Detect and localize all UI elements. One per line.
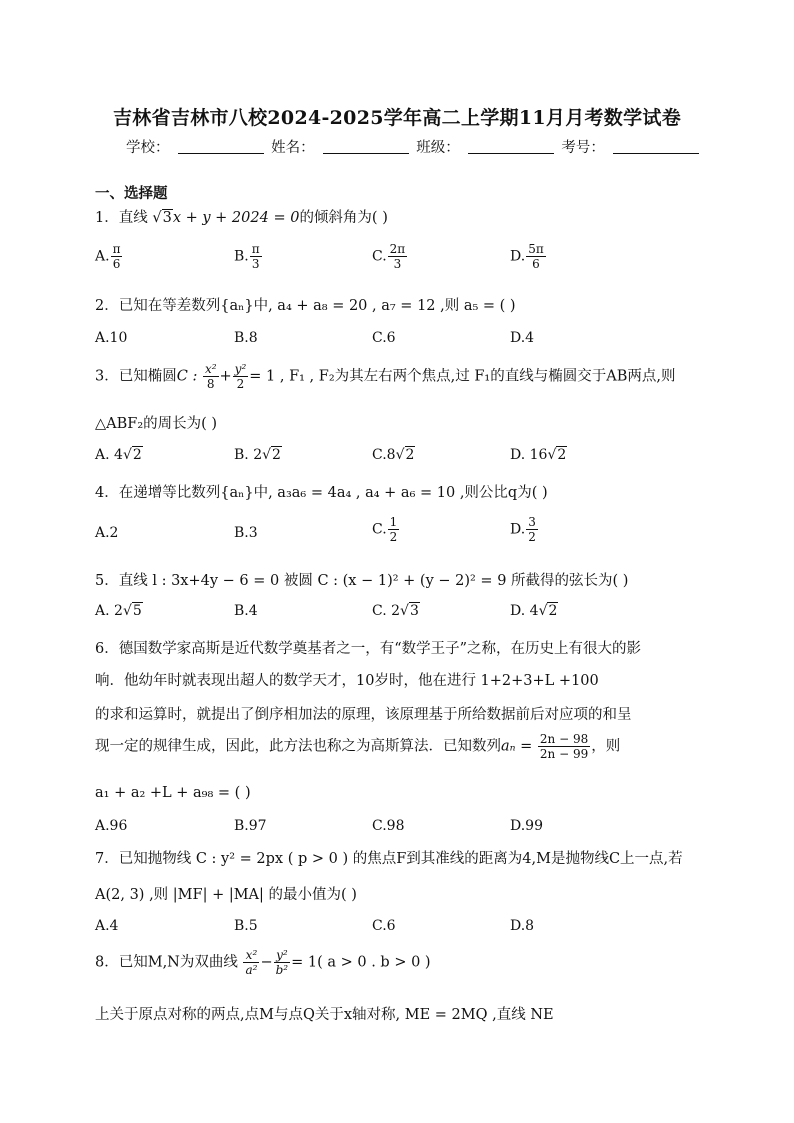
question-6-line-4 [95,732,620,761]
q3-option-d-coef: 16 [529,447,548,463]
school-label: 学校： [126,140,170,156]
q1-number: 1． [95,210,119,226]
q6-option-a[interactable]: A.96 [95,818,128,834]
q8-frac-2-num: y² [274,948,291,963]
q6-line-4-suffix: ，则 [591,738,621,755]
q1-option-d-frac [526,242,546,271]
q4-option-d[interactable] [510,515,539,544]
q1-option-c-label: C. [372,248,387,265]
q2-option-a[interactable]: A.10 [95,330,128,346]
q2-option-c[interactable]: C.6 [372,330,396,346]
q8-minus: − [260,954,273,971]
question-2: 2．已知在等差数列{aₙ}中, a₄ + a₈ = 20 , a₇ = 12 ,则 a₅ = ( ) [95,298,516,314]
q3-frac-2-num: y² [234,362,247,376]
q3-number: 3． [95,368,119,385]
question-3 [95,362,675,391]
q1-option-b-label: B. [234,248,249,265]
question-1 [95,206,388,227]
q5-option-d[interactable] [510,603,558,619]
question-4: 4．在递增等比数列{aₙ}中, a₃a₆ = 4a₄ , a₄ + a₆ = 10 ,则公比q为( ) [95,485,548,501]
q5-option-a-label: A. [95,603,110,619]
q3-option-d-sqrt: √2 [547,447,567,463]
q3-option-c-rad: 2 [405,447,415,463]
q1-option-d[interactable] [510,242,547,271]
q4-option-c-den: 2 [389,530,398,544]
q3-rest: = 1 , F₁ , F₂为其左右两个焦点,过 F₁的直线与椭圆交于AB两点,则 [249,368,676,385]
q3-curve: C : [176,368,198,385]
q4-option-c-label: C. [372,521,387,538]
q3-prefix: 已知椭圆 [118,368,177,385]
question-8 [95,948,431,977]
school-blank [178,139,264,154]
q5-option-d-rad: 2 [548,603,558,619]
class-label: 班级： [416,140,460,156]
name-label: 姓名： [271,140,315,156]
question-8-line-2: 上关于原点对称的两点,点M与点Q关于x轴对称, ME = 2MQ ,直线 NE [95,1007,554,1023]
q1-option-c-num: 2π [389,242,406,256]
q6-seq-num: 2n − 98 [539,732,589,746]
q6-seq-frac [538,732,590,761]
q3-option-a[interactable] [95,447,143,463]
q8-frac-1-num: x² [243,948,259,963]
q2-option-b[interactable]: B.8 [234,330,258,346]
q8-frac-2 [274,948,291,977]
q1-option-c-frac [388,242,408,271]
q5-option-c-rad: 3 [409,603,419,619]
q4-option-d-num: 3 [528,515,536,529]
q4-option-c[interactable] [372,515,400,544]
q8-frac-1 [243,948,259,977]
q3-option-d-label: D. [510,447,526,463]
q6-option-d[interactable]: D.99 [510,818,543,834]
q1-option-b[interactable] [234,242,263,271]
question-6-line-1: 6．德国数学家高斯是近代数学奠基者之一，有“数学王子”之称，在历史上有很大的影 [95,641,642,657]
q3-option-b[interactable] [234,447,282,463]
q3-option-a-coef: 4 [114,447,123,463]
q3-option-d[interactable] [510,447,567,463]
q6-seq: aₙ = [501,738,533,755]
q3-frac-2 [233,362,249,391]
q1-option-d-label: D. [510,248,526,265]
student-info-line [126,136,702,157]
q6-seq-den: 2n − 99 [539,747,589,761]
q4-option-c-frac [388,515,400,544]
q1-option-d-num: 5π [528,242,544,256]
q4-option-a[interactable]: A.2 [95,525,119,541]
q5-option-a-rad: 5 [132,603,142,619]
q4-option-d-frac [526,515,538,544]
q3-option-b-rad: 2 [272,447,281,463]
q1-option-b-den: 3 [251,257,260,271]
q4-option-d-den: 2 [528,530,536,544]
q1-option-a-frac [111,242,123,271]
q8-rest: = 1( a > 0 . b > 0 ) [291,954,431,971]
q3-option-c-coef: 8 [386,447,396,463]
q5-option-c-label: C. [372,603,387,619]
q2-option-d[interactable]: D.4 [510,330,535,346]
q5-option-a[interactable] [95,603,143,619]
q5-option-c-coef: 2 [391,603,401,619]
q4-option-c-num: 1 [389,515,398,529]
q7-option-d[interactable]: D.8 [510,918,535,934]
q5-option-c-sqrt: √3 [400,603,419,619]
q1-sqrt: √3 [152,210,172,226]
page-title: 吉林省吉林市八校2024-2025学年高二上学期11月月考数学试卷 [113,107,681,129]
q1-option-a-num: π [112,242,121,256]
q5-option-b[interactable]: B.4 [234,603,258,619]
q1-option-c[interactable] [372,242,408,271]
q5-option-d-coef: 4 [529,603,539,619]
q7-option-a[interactable]: A.4 [95,918,119,934]
question-5: 5．直线 l : 3x+4y − 6 = 0 被圆 C : (x − 1)² + (y − 2)² = 9 所截得的弦长为( ) [95,573,629,589]
q3-frac-1-den: 8 [206,377,215,391]
q6-line-4-prefix: 现一定的规律生成，因此，此方法也称之为高斯算法．已知数列 [95,738,501,755]
q6-option-c[interactable]: C.98 [372,818,405,834]
q8-frac-2-den: b² [275,963,289,977]
q1-option-c-den: 3 [393,257,402,271]
question-6-line-2: 响．他幼年时就表现出超人的数学天才，10岁时，他在进行 1+2+3+L +100 [95,673,599,689]
q3-option-b-label: B. [234,447,249,463]
q1-option-a[interactable] [95,242,123,271]
name-blank [323,139,409,154]
q3-option-a-rad: 2 [132,447,142,463]
question-6-line-3: 的求和运算时，就提出了倒序相加法的原理，该原理基于所给数据前后对应项的和呈 [95,707,632,723]
q3-option-c[interactable] [372,447,415,463]
question-7-line-1: 7．已知抛物线 C : y² = 2px ( p > 0 ) 的焦点F到其准线的距离为4,M是抛物线C上一点,若 [95,851,683,867]
q6-option-b[interactable]: B.97 [234,818,267,834]
q1-equation: x + y + 2024 = 0 [172,210,300,226]
q8-prefix: 8．已知M,N为双曲线 [95,954,238,971]
q8-frac-1-den: a² [245,963,258,977]
q5-option-a-coef: 2 [114,603,123,619]
q5-option-a-sqrt: √5 [122,603,142,619]
q7-option-c[interactable]: C.6 [372,918,396,934]
q5-option-d-sqrt: √2 [538,603,558,619]
q3-frac-1-num: x² [204,362,217,376]
q3-option-c-label: C. [372,447,387,463]
q4-option-d-label: D. [510,521,526,538]
q1-option-a-label: A. [95,248,110,265]
question-3-line-2: △ABF₂的周长为( ) [95,416,218,432]
class-blank [468,139,554,154]
number-label: 考号： [561,140,605,156]
q4-option-b[interactable]: B.3 [234,525,258,541]
q7-option-b[interactable]: B.5 [234,918,258,934]
q3-option-a-label: A. [95,447,110,463]
q3-option-b-coef: 2 [253,447,263,463]
q3-option-c-sqrt: √2 [395,447,415,463]
q3-option-b-sqrt: √2 [262,447,281,463]
q5-option-d-label: D. [510,603,526,619]
number-blank [613,139,699,154]
q3-option-a-sqrt: √2 [122,447,142,463]
q1-option-b-frac [250,242,262,271]
q1-option-b-num: π [251,242,260,256]
question-7-line-2: A(2, 3) ,则 |MF| + |MA| 的最小值为( ) [95,887,357,903]
q1-option-a-den: 6 [112,257,121,271]
q3-frac-1 [203,362,219,391]
question-6-line-5: a₁ + a₂ +L + a₉₈ = ( ) [95,785,251,801]
q1-sqrt-arg: 3 [162,210,172,226]
q5-option-c[interactable] [372,603,420,619]
q1-prefix: 直线 [118,210,148,226]
section-heading: 一、选择题 [95,185,168,202]
q3-option-d-rad: 2 [557,447,567,463]
q3-frac-2-den: 2 [236,377,245,391]
q1-option-d-den: 6 [532,257,540,271]
q3-plus: + [219,368,232,385]
q1-suffix: 的倾斜角为( ) [299,210,388,226]
